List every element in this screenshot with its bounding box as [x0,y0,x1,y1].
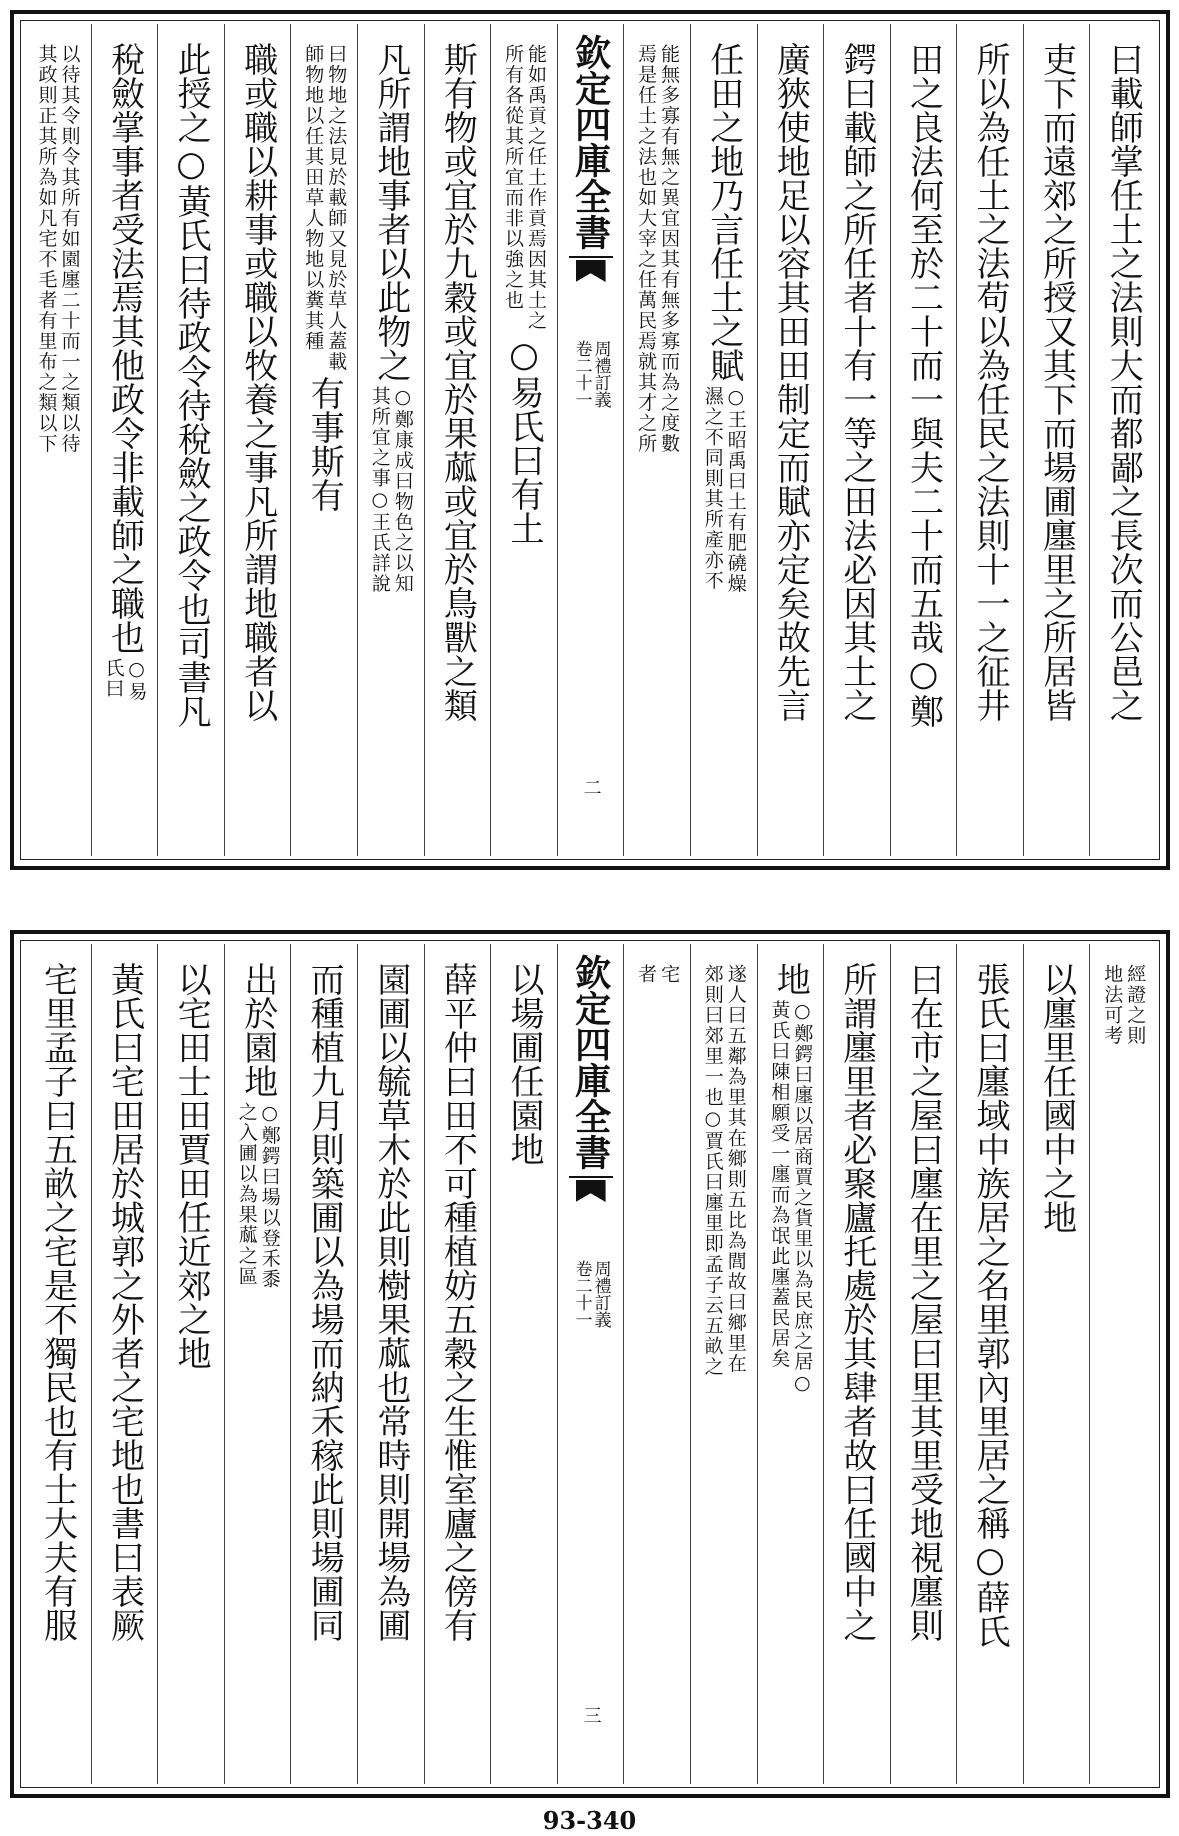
main-text: 廣狹使地足以容其田田制定而賦亦定矣故先言 [770,42,811,722]
juan-number: 卷二十一 [571,1260,592,1328]
commentary-notes [35,24,81,454]
main-text: 黃氏曰宅田居於城郭之外者之宅地也書曰表厥 [104,962,145,1642]
main-text: 職或職以耕事或職以牧養之事凡所謂地職者以 [237,42,278,722]
folio-number: 三 [580,1706,602,1724]
text-column [690,24,757,856]
commentary-line: 其政則正其所為如凡宅不毛者有里布之類以下 [35,44,58,454]
commentary-line: 濕之不同則其所產亦不 [701,386,724,591]
text-column [24,944,91,1784]
fish-tail-mark-icon [574,260,608,294]
main-text: 地 [770,962,811,996]
commentary-line: 宅 [658,964,681,985]
main-text-continued: ○易氏曰有土 [504,335,544,545]
commentary-line: 師物地以任其田草人物地以糞其種 [302,44,325,352]
commentary-line: 曰物地之法見於載師又見於草人蓋載 [325,44,348,372]
text-column [1089,944,1156,1784]
commentary-line: 能如禹貢之任土作貢焉因其土之 [525,44,547,331]
text-column [956,944,1023,1784]
main-text: 而種植九月則築圃以為場而納禾稼此則場圃同 [304,962,345,1642]
main-text: 斯有物或宜於九穀或宜於果蓏或宜於鳥獸之類 [437,42,478,722]
commentary-notes [302,24,348,372]
text-column [823,24,890,856]
text-column [157,24,224,856]
commentary-notes [703,944,745,1377]
main-text: 稅斂掌事者受法焉其他政令非載師之職也 [104,42,145,654]
fish-tail-mark-icon [574,1180,608,1214]
text-column [357,944,424,1784]
commentary-notes [104,658,146,702]
text-column [91,24,158,856]
juan-number: 卷二十一 [571,340,592,408]
text-column [157,944,224,1784]
text-column [224,944,291,1784]
book-title: 欽定四庫全書 [569,944,613,1178]
commentary-line: 之入圃以為果蓏之區 [235,1102,258,1287]
text-column [1089,24,1156,856]
text-column [757,24,824,856]
commentary-line: 者 [635,964,658,985]
bottom-page [10,930,1170,1798]
main-text: 凡所謂地事者以此物之 [370,42,411,382]
text-column [823,944,890,1784]
text-column [24,24,91,856]
text-column [424,24,491,856]
book-title: 欽定四庫全書 [569,24,613,258]
text-column [357,24,424,856]
main-text: 園圃以毓草木於此則樹果蓏也常時則開場為圃 [370,962,411,1642]
commentary-notes [503,24,545,331]
commentary-notes [635,944,681,985]
main-text: 鍔曰載師之所任者十有一等之田法必因其土之 [836,42,877,722]
page-number: 93-340 [542,1806,637,1835]
text-column [290,944,357,1784]
spine-subtitle [573,340,609,408]
commentary-line: 經證之則 [1124,964,1147,1046]
volume-title: 周禮訂義 [590,1260,611,1328]
folio-number: 二 [580,778,602,796]
main-text: 任田之地乃言任土之賦 [703,42,744,382]
main-text: 宅里孟子曰五畝之宅是不獨民也有士大夫有服 [37,962,78,1642]
main-text: 薛平仲曰田不可種植妨五穀之生惟室廬之傍有 [437,962,478,1642]
top-columns [24,24,1156,856]
main-text: 曰載師掌任土之法則大而都鄙之長次而公邑之 [1103,42,1144,722]
commentary-line: 氏曰 [102,658,125,699]
main-text: 張氏曰廛域中族居之名里郭內里居之稱○薛氏 [970,962,1011,1648]
top-page [10,10,1170,870]
text-column [424,944,491,1784]
commentary-line: ○鄭鍔曰場以登禾黍 [258,1102,281,1290]
commentary-notes [635,24,681,454]
text-column [890,24,957,856]
spine-subtitle [573,1260,609,1328]
main-text: 曰在市之屋曰廛在里之屋曰里其里受地視廛則 [903,962,944,1642]
text-column [290,24,357,856]
commentary-line: 焉是任土之法也如大宰之任萬民焉就其才之所 [635,44,658,454]
text-column [490,24,557,856]
text-column [956,24,1023,856]
commentary-line: ○鄭鍔曰廛以居商賈之貨里以為民庶之居○ [791,1000,814,1396]
text-column [890,944,957,1784]
main-text-continued: 有事斯有 [304,376,345,512]
main-text: 出於園地 [237,962,278,1098]
commentary-line: ○鄭康成曰物色之以知 [391,386,414,594]
commentary-line: ○王昭禹曰土有肥磽燥 [724,386,747,594]
commentary-notes [370,386,412,594]
text-column [490,944,557,1784]
main-text: 以宅田士田賈田任近郊之地 [171,962,212,1370]
commentary-notes [237,1102,279,1290]
commentary-line: 郊則曰郊里一也○賈氏曰廛里即孟子云五畝之 [701,964,724,1377]
volume-title: 周禮訂義 [590,340,611,408]
commentary-notes [1101,944,1147,1046]
commentary-notes [768,1000,814,1396]
commentary-line: 能無多寡有無之異宜因其有無多寡而為之度數 [658,44,681,454]
commentary-line: 其所宜之事○王氏詳說 [368,386,391,594]
commentary-notes [703,386,745,594]
bottom-columns [24,944,1156,1784]
text-column [91,944,158,1784]
text-column [623,944,690,1784]
commentary-line: 遂人曰五鄰為里其在鄉則五比為閭故曰鄉里在 [724,964,747,1374]
text-column [1023,24,1090,856]
text-column [757,944,824,1784]
commentary-line: 黃氏曰陳相願受一廛而為氓此廛蓋民居矣 [768,1000,791,1369]
commentary-line: 以待其令則令其所有如園廛二十而一之類以待 [58,44,81,454]
commentary-line: ○易 [125,658,148,702]
text-column [224,24,291,856]
main-text: 以廛里任國中之地 [1036,962,1077,1234]
text-column [690,944,757,1784]
main-text: 所謂廛里者必聚廬托處於其肆者故曰任國中之 [836,962,877,1642]
main-text: 田之良法何至於二十而一與夫二十而五哉○鄭 [903,42,944,728]
main-text: 吏下而遠郊之所授又其下而場圃廛里之所居皆 [1036,42,1077,722]
text-column [1023,944,1090,1784]
commentary-line: 所有各從其所宜而非以強之也 [502,44,524,311]
main-text: 所以為任土之法苟以為任民之法則十一之征井 [970,42,1011,722]
commentary-line: 地法可考 [1101,964,1124,1046]
main-text: 此授之○黃氏曰待政令待稅斂之政令也司書凡 [171,42,212,728]
main-text: 以場圃任園地 [504,962,544,1166]
spine-column [557,24,624,856]
spine-column [557,944,624,1784]
text-column [623,24,690,856]
